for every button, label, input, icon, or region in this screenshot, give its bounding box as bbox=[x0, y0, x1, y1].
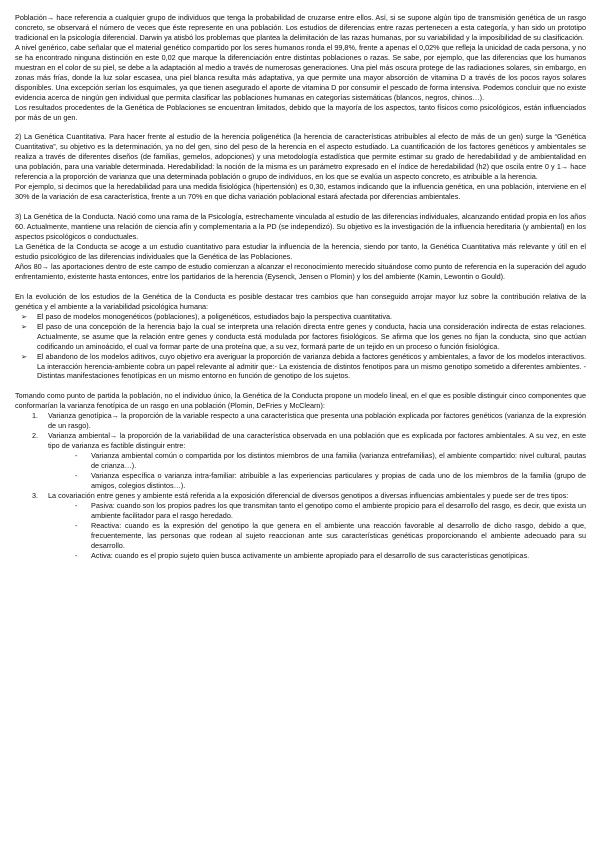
spacer bbox=[15, 122, 586, 132]
arrow-bullet-icon: ➢ bbox=[21, 321, 28, 331]
sub-item-text: Reactiva: cuando es la expresión del genotipo la que genera en el ambiente una reacción favorable al desarrollo de dicho rasgo, debido a que, frecuentemente, las personas que rodean al sujeto reaccionan ante sus características genéticas proporcionando el ambiente adecuado para su desarrollo. bbox=[91, 520, 586, 550]
item-text: Varianza ambiental→ la proporción de la variabilidad de una característica observada en una población que es explicada por factores ambientales. A su vez, en este tipo de varianza es factible distinguir entre: bbox=[48, 431, 586, 451]
dash-bullet-icon: - bbox=[75, 520, 78, 530]
item-number: 1. bbox=[31, 411, 38, 421]
item-number: 2. bbox=[31, 431, 38, 441]
numbered-item bbox=[15, 431, 586, 451]
item-text: La covariación entre genes y ambiente está referida a la exposición diferencial de diversos genotipos a diversas influencias ambientales y puede ser de tres tipos: bbox=[48, 490, 569, 500]
numbered-item bbox=[15, 411, 586, 431]
spacer bbox=[15, 202, 586, 212]
arrow-bullet-icon: ➢ bbox=[21, 311, 28, 321]
item-text: Varianza genotípica→ la proporción de la variable respecto a una característica que presenta una población explicada por factores genéticos (varianza de la expresión de un rasgo). bbox=[48, 411, 586, 431]
intro-paragraph-1: Población→ hace referencia a cualquier grupo de individuos que tenga la probabilidad de cruzarse entre ellos. Así, si se supone algún tipo de transmisión genética de un rasgo concreto, se observará el número de veces que éste represente en una población. Los estudios de diferencias entre razas pertenecen a esta categoría, y han sido un prototipo tradicional en la psicología diferencial. Darwin ya atisbó los problemas que plantea la delimitación de las razas humanas, por su variabilidad y la imposibilidad de su clasificación. bbox=[15, 13, 586, 42]
sub-list-item bbox=[15, 521, 586, 551]
dash-bullet-icon: - bbox=[75, 500, 78, 510]
bullet-text: El paso de una concepción de la herencia bajo la cual se interpreta una relación directa entre genes y conducta, hacia una consideración indirecta de estas relaciones. Actualmente, se asume que la relación entre genes y conducta está modulada por factores fisiológicos. Se afirma que los genes no fijan la conducta, sino que actúan codificando un aminoácido, el cual va formar parte de una proteína que, a su vez, formará parte de un tejido en un proceso o función fisiológica. bbox=[37, 321, 586, 351]
list-item bbox=[15, 352, 586, 382]
sub-list-item bbox=[15, 471, 586, 491]
spacer bbox=[15, 381, 586, 391]
bullet-text: El abandono de los modelos aditivos, cuyo objetivo era averiguar la proporción de varianza debida a factores genéticos y ambientales, a favor de los modelos interactivos. La interacción herencia-ambiente cobra un papel relevante al admitir que:- La existencia de distintos fenotipos para un mismo genotipo sometido a diferentes ambientes. - Distintas manifestaciones fenotípicas en un mismo entorno en función de genotipo de los sujetos. bbox=[37, 351, 586, 381]
section2-paragraph-2: Por ejemplo, si decimos que la heredabilidad para una medida fisiológica (hipertensión) es 0,30, estamos indicando que la influencia genética, en una población, interviene en el 30% de la variación de esa característica, frente a un 70% en que dicha variación poblacional estará afectada por diferencias ambientales. bbox=[15, 182, 586, 202]
section3-paragraph-3: Años 80→ las aportaciones dentro de este campo de estudio comienzan a alcanzar el reconocimiento merecido situándose como punto de referencia en la superación del agudo enfrentamiento, existente hasta entonces, entre los partidarios de la herencia (Eysenck, Jensen o Plomin) y los del ambiente (Kamin, Lewontin o Gould). bbox=[15, 261, 586, 281]
evolution-intro: En la evolución de los estudios de la Genética de la Conducta es posible destacar tres cambios que han conseguido arrojar mayor luz sobre la contribución relativa de la genética y el ambiente a la variabilidad psicológica humana: bbox=[15, 291, 586, 311]
arrow-bullet-icon: ➢ bbox=[21, 351, 28, 361]
spacer bbox=[15, 282, 586, 292]
bullet-text: El paso de modelos monogenéticos (poblaciones), a poligenéticos, estudiados bajo la perspectiva cuantitativa. bbox=[37, 311, 393, 321]
section2-paragraph-1: 2) La Genética Cuantitativa. Para hacer frente al estudio de la herencia poligenética (la herencia de características atribuibles al efecto de más de un gen) surge la “Genética Cuantitativa”, su objetivo es la determinación, ya no del gen, sino del peso de la herencia en el aspecto estudiado. La cuantificación de los factores genéticos y ambientales se realiza a través de diferentes diseños (de familias, gemelos, adopciones) y una metodología estadística que permite estimar su grado de heredabilidad y de ambientalidad en una población, para una variable determinada. Heredabilidad: la noción de la misma es un parámetro expresado en el índice de heredabilidad (h2) que oscila entre 0 y 1→ hace referencia a la proporción de varianza que una determinada población o grupo de individuos, en los que se evalúa un aspecto concreto, es atribuible a la herencia. bbox=[15, 132, 586, 182]
section3-paragraph-1: 3) La Genética de la Conducta. Nació como una rama de la Psicología, estrechamente vinculada al estudio de las diferencias individuales, alcanzando entidad propia en los años 60. Actualmente, mantiene una relación de ciencia afín y complementaria a la PD (se independizó). Su objetivo es la investigación de la influencia hereditaria (y ambiental) en los aspectos psicológicos o conductuales. bbox=[15, 212, 586, 242]
section3-paragraph-2: La Genética de la Conducta se acoge a un estudio cuantitativo para estudiar la influencia de la herencia, siendo por tanto, la Genética Cuantitativa más relevante y útil en el estudio psicológico de las diferencias individuales que la Genética de las Poblaciones. bbox=[15, 242, 586, 261]
intro-paragraph-3: Los resultados procedentes de la Genética de Poblaciones se encuentran limitados, debido que la mayoría de los aspectos, tanto físicos como psicológicos, están influenciados por más de un gen. bbox=[15, 102, 586, 122]
list-item bbox=[15, 312, 586, 322]
list-item bbox=[15, 322, 586, 352]
dash-bullet-icon: - bbox=[75, 451, 78, 461]
sub-item-text: Activa: cuando es el propio sujeto quien busca activamente un ambiente apropiado para el desarrollo de sus características genotípicas. bbox=[91, 550, 530, 560]
sub-item-text: Pasiva: cuando son los propios padres los que transmitan tanto el genotipo como el ambiente propicio para el desarrollo del rasgo, es decir, que exista un ambiente facilitador para el rasgo heredado. bbox=[91, 500, 586, 520]
sub-item-text: Varianza específica o varianza intra-familiar: atribuible a las experiencias particulares y propias de cada uno de los miembros de la familia (grupo de amigos, colegios distintos…). bbox=[91, 471, 586, 490]
intro-paragraph-2: A nivel genérico, cabe señalar que el material genético compartido por los seres humanos ronda el 99,8%, frente a apenas el 0,02% que refleja la unicidad de cada persona, y no se ha encontrado ninguna distinción en este 0,02 que marque la diferenciación entre distintas poblaciones o razas. Se sabe, por ejemplo, que las diferencias que los humanos muestran en el color de su piel, se debe a la adaptación al medio a través de numerosas generaciones. Una piel más oscura protege de las radiaciones solares, sin embargo, en zonas más frías, donde la luz solar escasea, una piel blanca resulta más adaptativa, ya que permite una mayor absorción de vitamina D a través de los pocos rayos solares disponibles. Una excepción serían los esquimales, ya que tienen asegurado el aporte de vitamina D por consumir el pescado de forma intensiva. Podemos concluir que no existe evidencia acerca de ningún gen individual que permita clasificar las poblaciones humanas en categorías sistemáticas (blancos, negros, chinos…). bbox=[15, 42, 586, 102]
dash-bullet-icon: - bbox=[75, 550, 78, 560]
sub-list-item bbox=[15, 551, 586, 561]
model-intro: Tomando como punto de partida la población, no el individuo único, la Genética de la Conducta propone un modelo lineal, en el que es posible distinguir cinco componentes que conformarían la varianza fenotípica de un rasgo en una población (Plomin, DeFries y McClearn): bbox=[15, 391, 586, 411]
dash-bullet-icon: - bbox=[75, 471, 78, 481]
sub-list-item bbox=[15, 451, 586, 471]
sub-item-text: Varianza ambiental común o compartida por los distintos miembros de una familia (varianza entrefamilias), el ambiente compartido: nivel cultural, pautas de crianza…). bbox=[91, 451, 586, 471]
numbered-item bbox=[15, 491, 586, 501]
item-number: 3. bbox=[31, 490, 38, 500]
sub-list-item bbox=[15, 501, 586, 521]
